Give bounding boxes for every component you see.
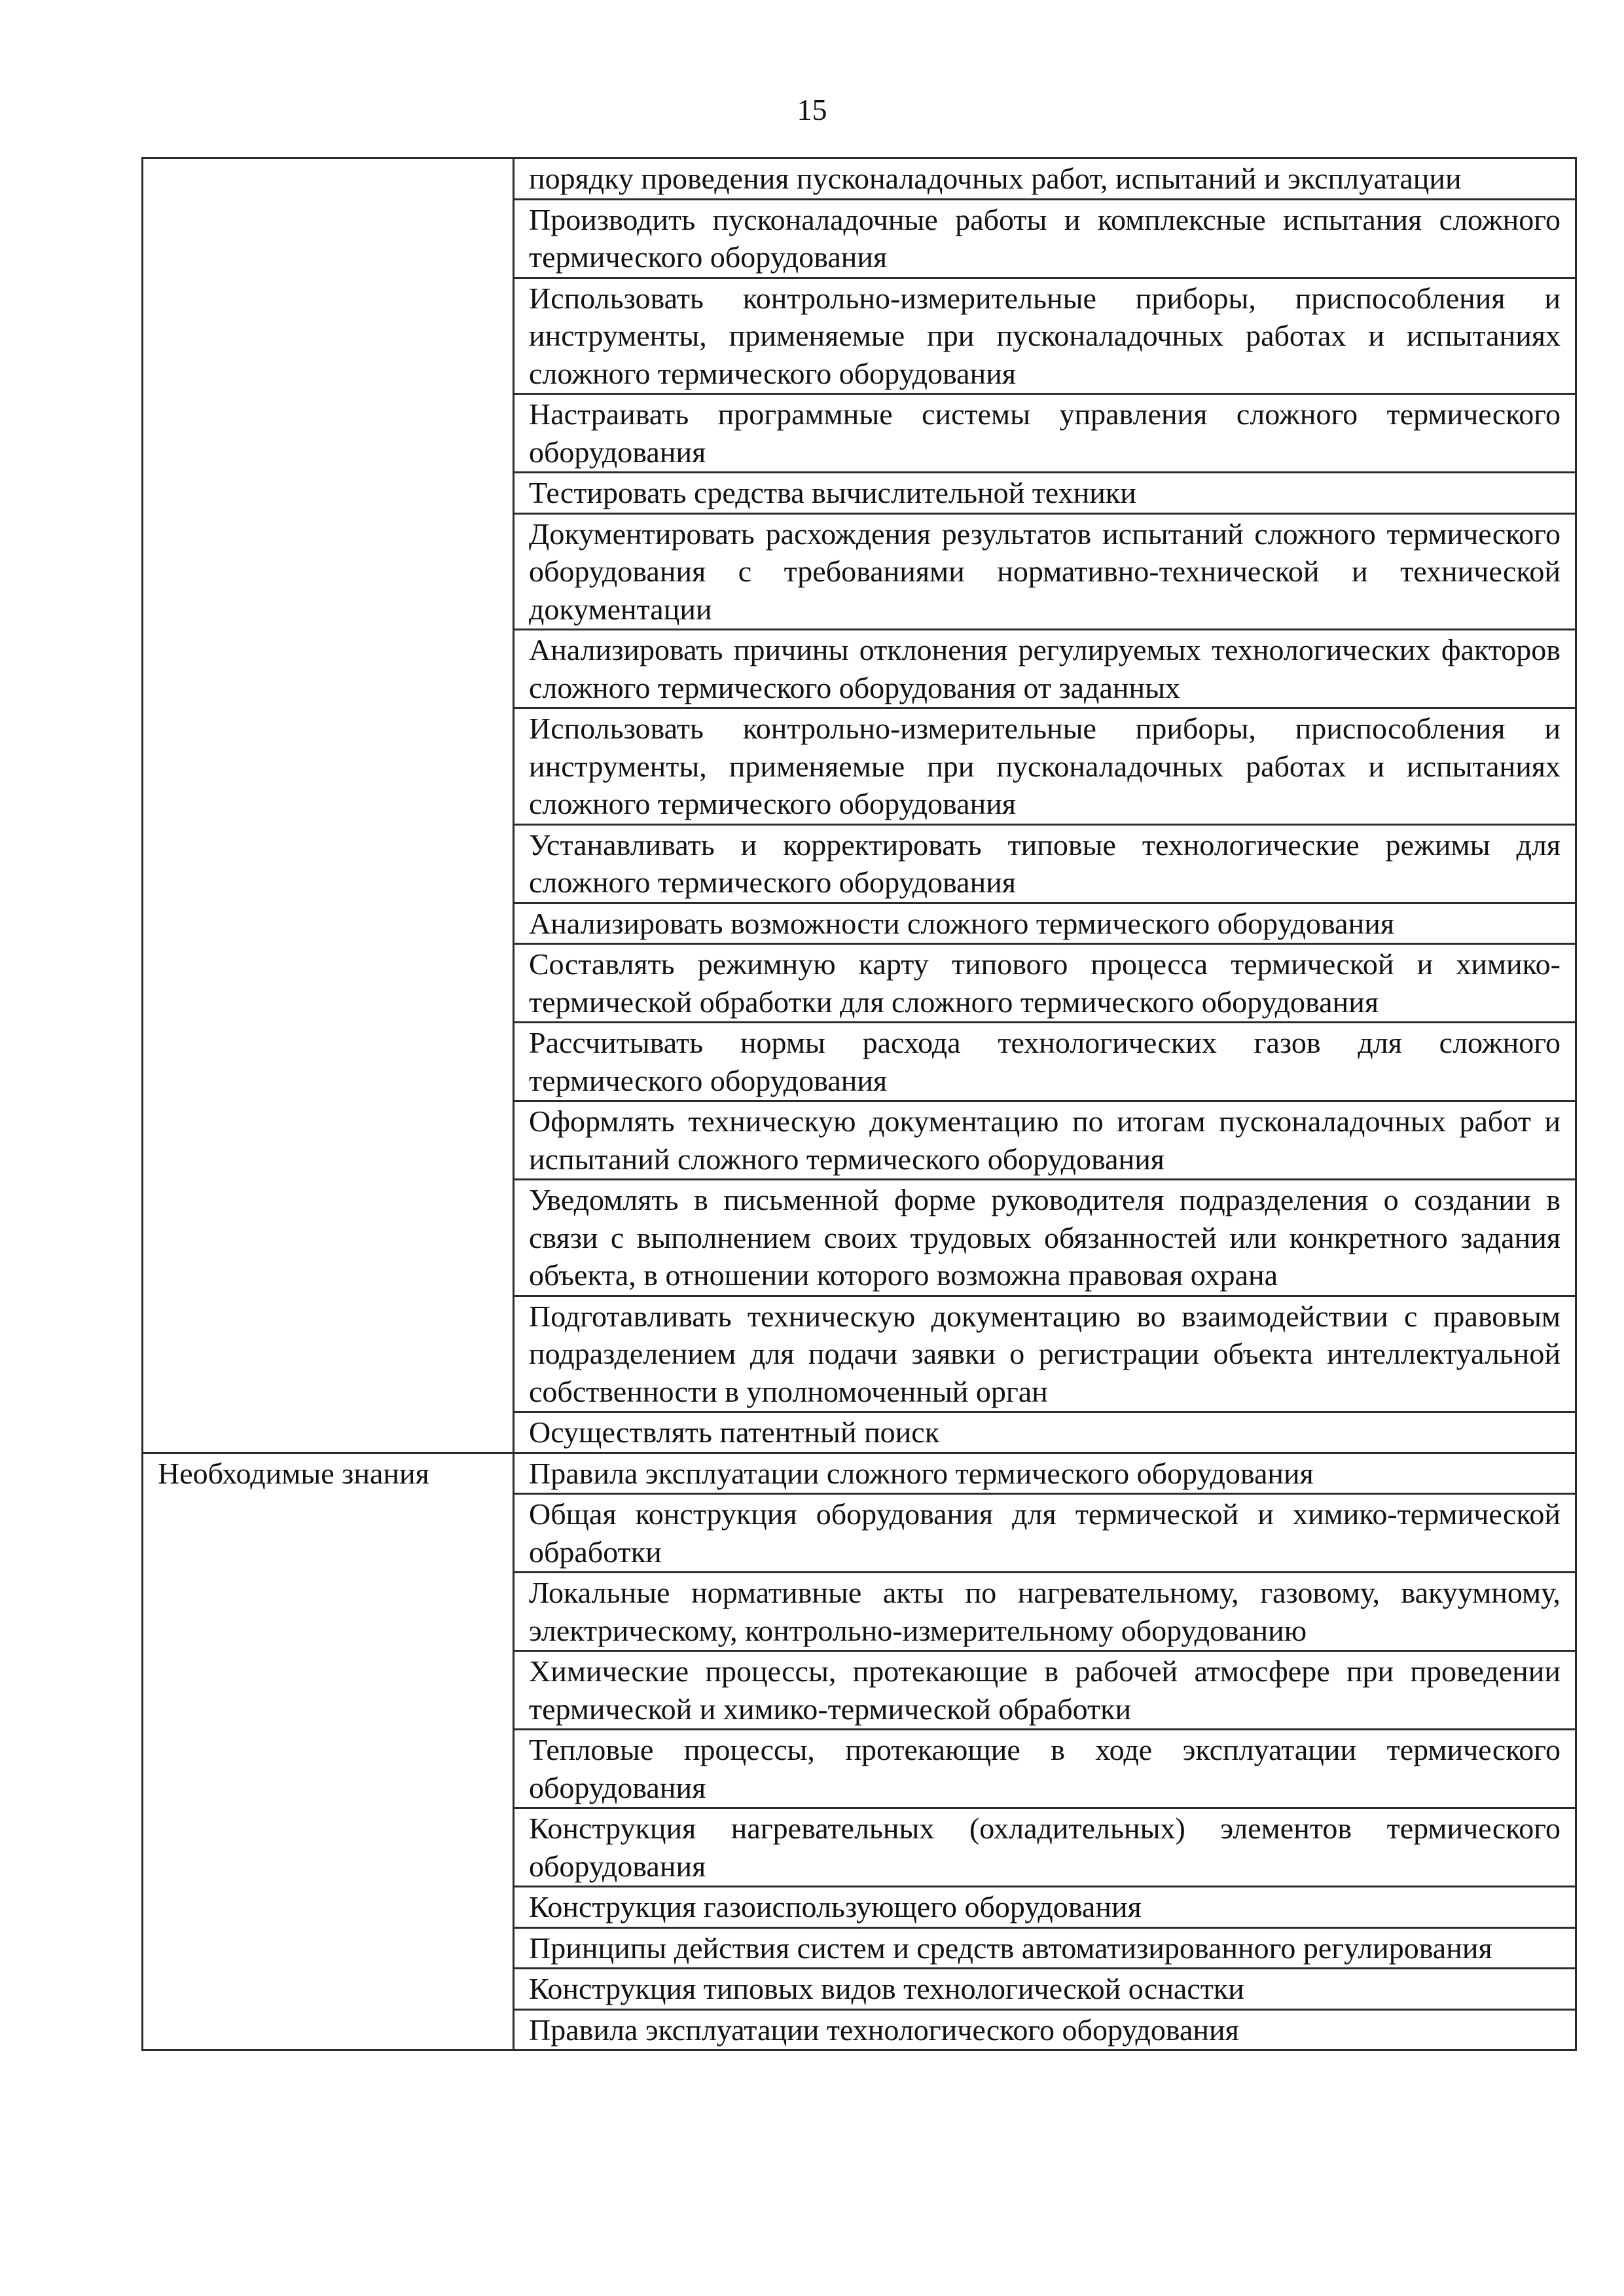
knowledge-item: Правила эксплуатации сложного термического оборудования <box>514 1453 1576 1494</box>
knowledge-item: Конструкция нагревательных (охладительных) элементов термического оборудования <box>514 1808 1576 1887</box>
table-row <box>143 1453 1576 1494</box>
knowledge-item: Локальные нормативные акты по нагревательному, газовому, вакуумному, электрическому, контрольно-измерительному оборудованию <box>514 1573 1576 1651</box>
skill-item: Тестировать средства вычислительной техники <box>514 473 1576 514</box>
skill-item: Рассчитывать нормы расхода технологических газов для сложного термического оборудования <box>514 1023 1576 1101</box>
skill-item: Составлять режимную карту типового процесса термической и химико-термической обработки для сложного термического оборудования <box>514 944 1576 1023</box>
skill-item: Документировать расхождения результатов испытаний сложного термического оборудования с требованиями нормативно-технической и технической документации <box>514 513 1576 630</box>
skill-item: Устанавливать и корректировать типовые технологические режимы для сложного термического оборудования <box>514 824 1576 903</box>
knowledge-item: Принципы действия систем и средств автоматизированного регулирования <box>514 1927 1576 1969</box>
knowledge-item: Химические процессы, протекающие в рабочей атмосфере при проведении термической и химико-термической обработки <box>514 1651 1576 1730</box>
page-number: 15 <box>797 93 827 126</box>
skill-item: Использовать контрольно-измерительные приборы, приспособления и инструменты, применяемые при пусконаладочных работах и испытаниях сложного термического оборудования <box>514 708 1576 825</box>
knowledge-item: Правила эксплуатации технологического оборудования <box>514 2009 1576 2050</box>
table-row <box>143 158 1576 200</box>
skill-item: Анализировать возможности сложного термического оборудования <box>514 903 1576 944</box>
skill-item: Подготавливать техническую документацию во взаимодействии с правовым подразделением для подачи заявки о регистрации объекта интеллектуальной собственности в уполномоченный орган <box>514 1296 1576 1412</box>
knowledge-item: Тепловые процессы, протекающие в ходе эксплуатации термического оборудования <box>514 1730 1576 1808</box>
knowledge-item: Общая конструкция оборудования для термической и химико-термической обработки <box>514 1494 1576 1573</box>
skills-label-cell <box>143 158 514 1453</box>
skill-item: Производить пусконаладочные работы и комплексные испытания сложного термического оборудования <box>514 199 1576 278</box>
knowledge-label: Необходимые знания <box>143 1453 514 2050</box>
skill-item: Анализировать причины отклонения регулируемых технологических факторов сложного термического оборудования от заданных <box>514 630 1576 708</box>
competency-table <box>141 157 1577 2051</box>
skill-item: Оформлять техническую документацию по итогам пусконаладочных работ и испытаний сложного термического оборудования <box>514 1101 1576 1180</box>
table-body <box>143 158 1576 2050</box>
skill-item: Осуществлять патентный поиск <box>514 1412 1576 1453</box>
knowledge-item: Конструкция газоиспользующего оборудования <box>514 1887 1576 1928</box>
skill-item: Уведомлять в письменной форме руководителя подразделения о создании в связи с выполнением своих трудовых обязанностей или конкретного задания объекта, в отношении которого возможна правовая охрана <box>514 1180 1576 1296</box>
skill-item: порядку проведения пусконаладочных работ, испытаний и эксплуатации <box>514 158 1576 200</box>
skill-item: Использовать контрольно-измерительные приборы, приспособления и инструменты, применяемые при пусконаладочных работах и испытаниях сложного термического оборудования <box>514 278 1576 394</box>
knowledge-item: Конструкция типовых видов технологической оснастки <box>514 1969 1576 2010</box>
skill-item: Настраивать программные системы управления сложного термического оборудования <box>514 394 1576 473</box>
